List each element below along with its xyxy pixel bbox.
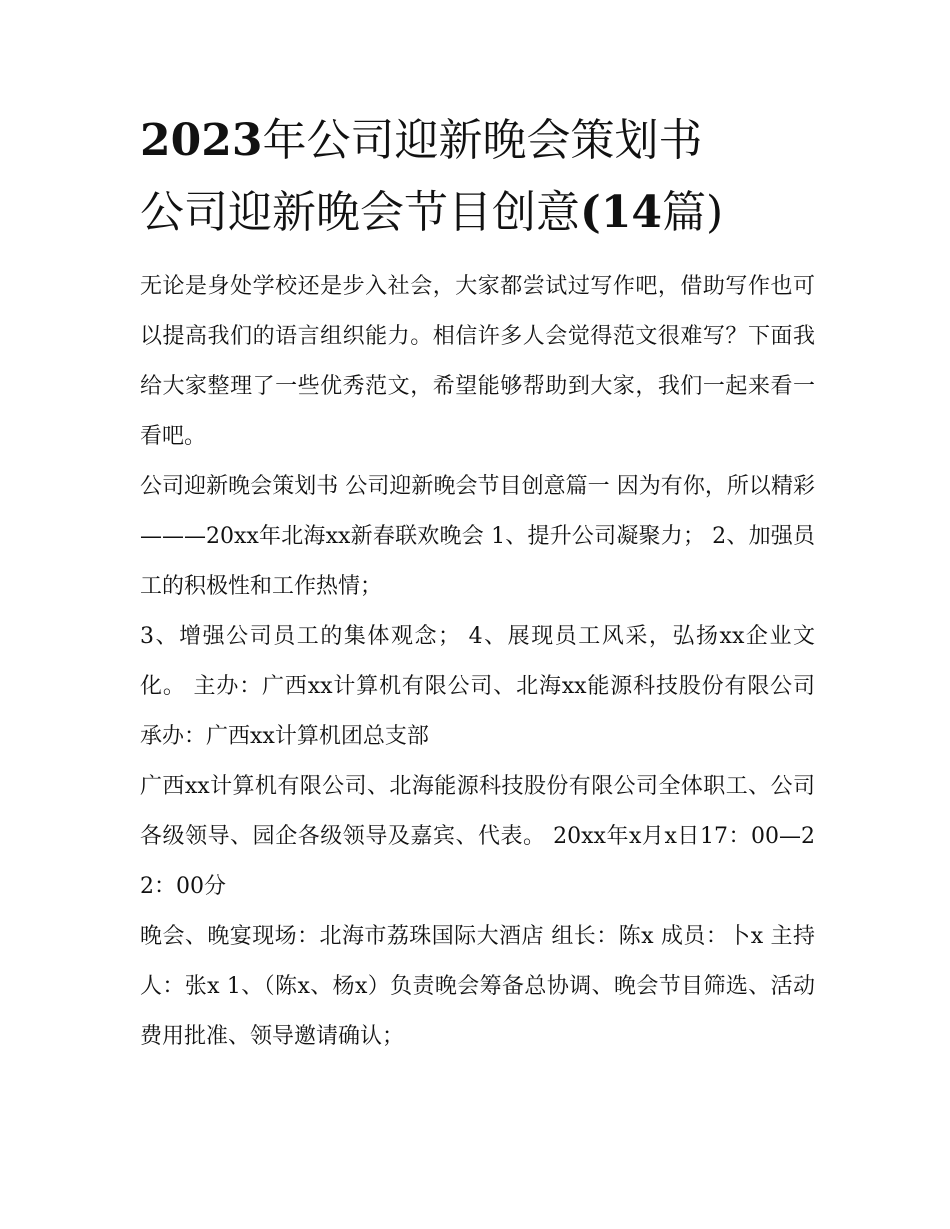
title-count: (14 (580, 187, 663, 238)
title-line-1-text: 年公司迎新晚会策划书 (262, 115, 703, 166)
paragraph-organizers: 3、增强公司员工的集体观念； 4、展现员工风采，弘扬xx企业文化。 主办：广西xx计算机有限公司、北海xx能源科技股份有限公司 承办：广西xx计算机团总支部 (140, 624, 815, 749)
paragraph-plan-goals: 公司迎新晚会策划书 公司迎新晚会节目创意篇一 因为有你，所以精彩———20xx年北海xx新春联欢晚会 1、提升公司凝聚力； 2、加强员工的积极性和工作热情； (140, 474, 815, 599)
document-title-line-2 (140, 184, 815, 250)
title-line-2-text: 公司迎新晚会节目创意 (140, 187, 580, 238)
paragraph-venue-staff: 晚会、晚宴现场：北海市荔珠国际大酒店 组长：陈x 成员：卜x 主持人：张x 1、（陈x、杨x）负责晚会筹备总协调、晚会节目筛选、活动费用批准、领导邀请确认； (140, 924, 815, 1049)
title-year: 2023 (140, 115, 263, 166)
paragraph-attendees-time: 广西xx计算机有限公司、北海能源科技股份有限公司全体职工、公司各级领导、园企各级领导及嘉宾、代表。 20xx年x月x日17：00—22：00分 (140, 774, 815, 899)
title-line-2-tail: 篇) (662, 187, 724, 238)
document-title-line-1 (140, 112, 815, 174)
document-body (140, 262, 815, 1062)
document-page (140, 112, 815, 1062)
paragraph-intro: 无论是身处学校还是步入社会，大家都尝试过写作吧，借助写作也可以提高我们的语言组织能力。相信许多人会觉得范文很难写？下面我给大家整理了一些优秀范文，希望能够帮助到大家，我们一起来看一看吧。 (140, 274, 815, 449)
